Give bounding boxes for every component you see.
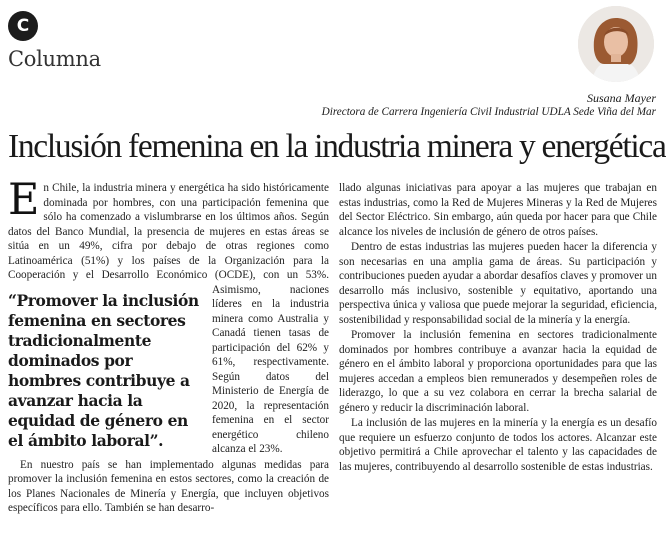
paragraph-3: Dentro de estas industrias las mujeres pueden hacer la diferencia y son necesarias en una amplia gama de áreas. Su participación y contribuciones pueden ayudar a abordar desafíos claves y promover un desarrollo más inclusivo, sostenible y equitativo, aportando una perspectiva única y valiosa que puede mejorar la seguridad, eficiencia, sostenibilidad y responsabilidad social de la minería y la energía. [339,241,657,326]
paragraph-2-continued: llado algunas iniciativas para apoyar a las mujeres que trabajan en estas industrias, como la Red de Mujeres Mineras y la Red de Mujeres del Sector Eléctrico. Sin embargo, aún queda por hacer para que Chile alcance los niveles de inclusión de género de otros países. [339,182,657,238]
article-headline: Inclusión femenina en la industria minera y energética [8,128,666,165]
pull-quote: “Promover la inclusión femenina en sectores tradicionalmente dominados por hombres contribuye a avanzar hacia la equidad de género en el ámbito laboral”. [8,290,199,450]
paragraph-5: La inclusión de las mujeres en la minería y la energía es un desafío que requiere un esfuerzo conjunto de todos los actores. Alcanzar este objetivo permitirá a Chile aprovechar el talento y las capacidades de las mujeres, contribuyendo al desarrollo sostenible de estas industrias. [339,417,657,473]
section-label: Columna [8,47,101,71]
article-column-left [8,181,329,533]
paragraph-2: En nuestro país se han implementado algunas medidas para promover la inclusión femenina en estos sectores, como la creación de los Planes Nacionales de Minería y Energía, que incluyen objetivos específicos para ello. También se han desarro- [8,458,329,514]
author-avatar [578,6,654,82]
author-name: Susana Mayer [587,91,656,105]
section-badge: C [8,11,38,41]
author-role: Directora de Carrera Ingeniería Civil Industrial UDLA Sede Viña del Mar [321,106,656,118]
paragraph-1: n Chile, la industria minera y energética ha sido históricamente dominada por hombres, con una participación femenina que sólo ha comenzado a vislumbrarse en los últimos años. Según datos del Banco Mundial, la presencia de mujeres en estas áreas se sitúa en un 49%, cifra por debajo de otras regiones como Latinoamérica (51%) y los países de la Organización para la Cooperación y el Desarrollo Económico (OCDE), [8,182,329,281]
paragraph-4: Promover la inclusión femenina en sectores tradicionalmente dominados por hombres contribuye a avanzar hacia la equidad de género en el ámbito laboral y proporciona oportunidades para que las mujeres accedan a empleos bien remunerados y desempeñen roles de liderazgo, lo que a su vez colabora en cerrar la brecha salarial de género y reducir la discriminación laboral. [339,329,657,414]
article-column-right [339,181,657,533]
author-portrait-icon [578,6,654,82]
paragraph-1-continued: con un 53%. Asimismo, naciones líderes en la industria minera como Australia y Canadá tienen tasas de participación del 62% y 61%, respectivamente. Según datos del Ministerio de Energía de 2020, la representación femenina en el sector energético chileno alcanza el 23%. [212,269,329,455]
drop-cap: E [8,181,40,225]
